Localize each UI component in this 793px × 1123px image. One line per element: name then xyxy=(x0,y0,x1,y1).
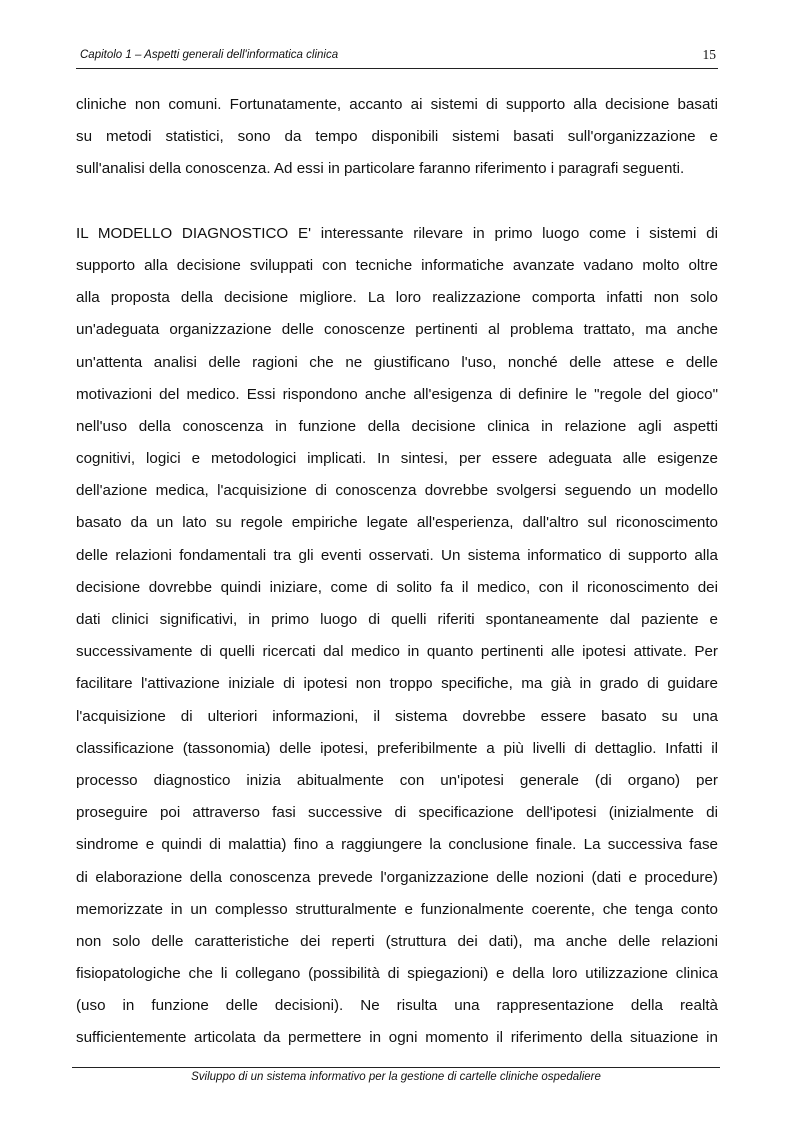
text-line: successivamente di quelli ricercati dal medico in quanto pertinenti alle ipotesi attivate. Per xyxy=(76,643,718,661)
text-line: proseguire poi attraverso fasi successive di specificazione dell'ipotesi (inizialmente di xyxy=(76,804,718,822)
text-line: alla proposta della decisione migliore. La loro realizzazione comporta infatti non solo xyxy=(76,289,718,307)
text-line: di elaborazione della conoscenza prevede l'organizzazione delle nozioni (dati e procedure) xyxy=(76,868,718,886)
running-header xyxy=(76,46,718,69)
text-line: decisione dovrebbe quindi iniziare, come di solito fa il medico, con il riconoscimento dei xyxy=(76,578,718,596)
text-line: (uso in funzione delle decisioni). Ne risulta una rappresentazione della realtà xyxy=(76,997,718,1015)
text-line: memorizzate in un complesso strutturalmente e funzionalmente coerente, che tenga conto xyxy=(76,900,718,918)
body-text xyxy=(76,89,718,1055)
text-line: l'acquisizione di ulteriori informazioni, il sistema dovrebbe essere basato su una xyxy=(76,707,718,725)
text-line: fisiopatologiche che li collegano (possibilità di spiegazioni) e della loro utilizzazione clinica xyxy=(76,965,718,983)
text-line: cliniche non comuni. Fortunatamente, accanto ai sistemi di supporto alla decisione basati xyxy=(76,96,718,113)
text-line: processo diagnostico inizia abitualmente con un'ipotesi generale (di organo) per xyxy=(76,771,718,789)
text-line: supporto alla decisione sviluppati con tecniche informatiche avanzate vadano molto oltre xyxy=(76,256,718,274)
text-line: cognitivi, logici e metodologici implicati. In sintesi, per essere adeguata alle esigenze xyxy=(76,450,718,468)
text-line: un'adeguata organizzazione delle conoscenze pertinenti al problema trattato, ma anche xyxy=(76,321,718,339)
running-footer xyxy=(72,1067,720,1083)
paragraph-1 xyxy=(76,89,718,186)
text-line: su metodi statistici, sono da tempo disponibili sistemi basati sull'organizzazione e xyxy=(76,128,718,146)
text-line: dell'azione medica, l'acquisizione di conoscenza dovrebbe svolgersi seguendo un modello xyxy=(76,482,718,500)
text-line: dati clinici significativi, in primo luogo di quelli riferiti spontaneamente dal paziente e xyxy=(76,611,718,628)
text-line: non solo delle caratteristiche dei reperti (struttura dei dati), ma anche delle relazioni xyxy=(76,932,718,950)
paragraph-gap xyxy=(76,186,718,218)
text-line: sufficientemente articolata da permettere in ogni momento il riferimento della situazione in xyxy=(76,1029,718,1047)
text-line: nell'uso della conoscenza in funzione della decisione clinica in relazione agli aspetti xyxy=(76,417,718,435)
chapter-title: Capitolo 1 – Aspetti generali dell'informatica clinica xyxy=(80,49,339,61)
text-line: motivazioni del medico. Essi rispondono anche all'esigenza di definire le "regole del gioco" xyxy=(76,385,718,403)
text-line: sindrome e quindi di malattia) fino a raggiungere la conclusione finale. La successiva fase xyxy=(76,836,718,854)
text-line: facilitare l'attivazione iniziale di ipotesi non troppo specifiche, ma già in grado di guidare xyxy=(76,675,718,693)
paragraph-2 xyxy=(76,218,718,1055)
text-line: delle relazioni fondamentali tra gli eventi osservati. Un sistema informatico di supporto alla xyxy=(76,546,718,564)
text-line: basato da un lato su regole empiriche legate all'esperienza, dall'altro sul riconoscimento xyxy=(76,514,718,532)
text-line: sull'analisi della conoscenza. Ad essi in particolare faranno riferimento i paragrafi seguenti. xyxy=(76,160,685,178)
footer-text: Sviluppo di un sistema informativo per la gestione di cartelle cliniche ospedaliere xyxy=(191,1071,601,1083)
text-line: un'attenta analisi delle ragioni che ne giustificano l'uso, nonché delle attese e delle xyxy=(76,353,718,371)
page-number: 15 xyxy=(702,47,716,62)
text-line: IL MODELLO DIAGNOSTICO E' interessante rilevare in primo luogo come i sistemi di xyxy=(76,224,718,242)
text-line: classificazione (tassonomia) delle ipotesi, preferibilmente a più livelli di dettaglio. Infatti il xyxy=(76,739,718,757)
